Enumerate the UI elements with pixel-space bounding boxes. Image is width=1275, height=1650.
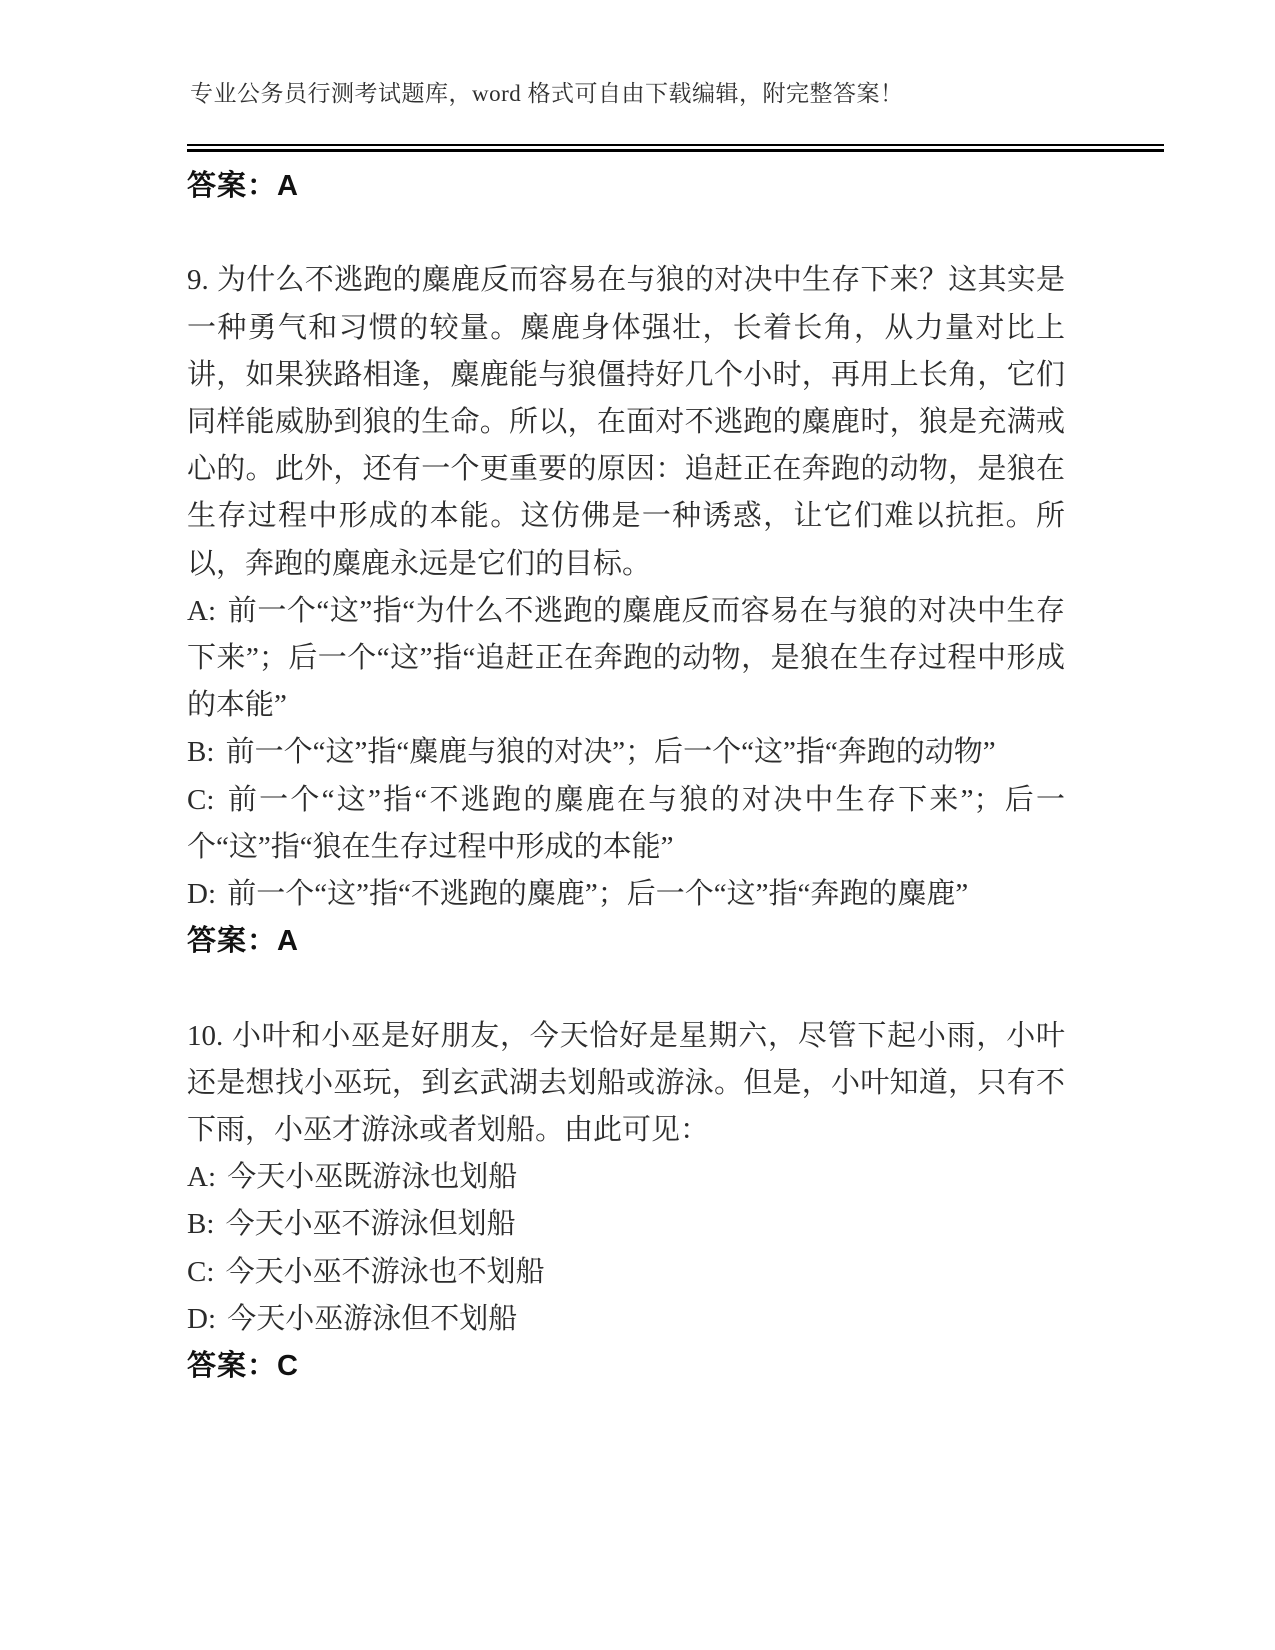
answer-value: A [277, 925, 299, 958]
answer-value: C [277, 1350, 299, 1383]
option-text-d: 前一个“这”指“不逃跑的麋鹿”；后一个“这”指“奔跑的麋鹿” [227, 878, 969, 911]
question-10-text: 小叶和小巫是好朋友，今天恰好是星期六，尽管下起小雨，小叶还是想找小巫玩，到玄武湖去划船或游泳。但是，小叶知道，只有不下雨，小巫才游泳或者划船。由此可见： [187, 1019, 1065, 1147]
option-text-c: 前一个“这”指“不逃跑的麋鹿在与狼的对决中生存下来”；后一个“这”指“狼在生存过程中形成的本能” [187, 783, 1065, 863]
document-body [187, 163, 1065, 1390]
question-10-stem [187, 1013, 1065, 1155]
option-text-b: 前一个“这”指“麋鹿与狼的对决”；后一个“这”指“奔跑的动物” [225, 736, 996, 769]
option-label-d: D: [187, 1302, 224, 1335]
question-9-stem [187, 257, 1065, 587]
question-9-number: 9. [187, 264, 209, 297]
answer-label: 答案： [187, 1350, 278, 1383]
answer-label: 答案： [187, 925, 278, 958]
answer-line-question-9 [187, 918, 1065, 965]
option-text-c: 今天小巫不游泳也不划船 [225, 1255, 545, 1288]
question-10-option-c [187, 1249, 1065, 1296]
answer-line-question-10 [187, 1343, 1065, 1390]
option-text-a: 前一个“这”指“为什么不逃跑的麋鹿反而容易在与狼的对决中生存下来”；后一个“这”指“追赶正在奔跑的动物，是狼在生存过程中形成的本能” [187, 594, 1066, 722]
question-10-option-b [187, 1201, 1065, 1248]
header-divider-rule [187, 144, 1164, 152]
page-header-title: 专业公务员行测考试题库，word 格式可自由下载编辑，附完整答案！ [190, 81, 904, 106]
option-text-a: 今天小巫既游泳也划船 [227, 1161, 518, 1194]
question-10-option-a [187, 1154, 1065, 1201]
question-9-option-c [187, 777, 1065, 871]
answer-value: A [277, 170, 299, 202]
question-9-option-d [187, 871, 1065, 918]
option-text-b: 今天小巫不游泳但划船 [225, 1208, 516, 1241]
option-label-a: A: [187, 594, 224, 627]
option-label-c: C: [187, 1255, 222, 1288]
option-text-d: 今天小巫游泳但不划船 [227, 1302, 518, 1335]
question-10-option-d [187, 1296, 1065, 1343]
answer-line-previous [187, 163, 1065, 210]
option-label-b: B: [187, 1208, 222, 1241]
question-9-text: 为什么不逃跑的麋鹿反而容易在与狼的对决中生存下来？这其实是一种勇气和习惯的较量。麋鹿身体强壮，长着长角，从力量对比上讲，如果狭路相逢，麋鹿能与狼僵持好几个小时，再用上长角，它们同样能威胁到狼的生命。所以，在面对不逃跑的麋鹿时，狼是充满戒心的。此外，还有一个更重要的原因：追赶正在奔跑的动物，是狼在生存过程中形成的本能。这仿佛是一种诱惑，让它们难以抗拒。所以，奔跑的麋鹿永远是它们的目标。 [187, 264, 1065, 580]
answer-label: 答案： [187, 170, 278, 202]
question-10-number: 10. [187, 1019, 224, 1052]
option-label-b: B: [187, 736, 222, 769]
question-9-option-b [187, 729, 1065, 776]
option-label-c: C: [187, 783, 224, 816]
option-label-a: A: [187, 1161, 224, 1194]
option-label-d: D: [187, 878, 224, 911]
question-9-option-a [187, 588, 1065, 730]
